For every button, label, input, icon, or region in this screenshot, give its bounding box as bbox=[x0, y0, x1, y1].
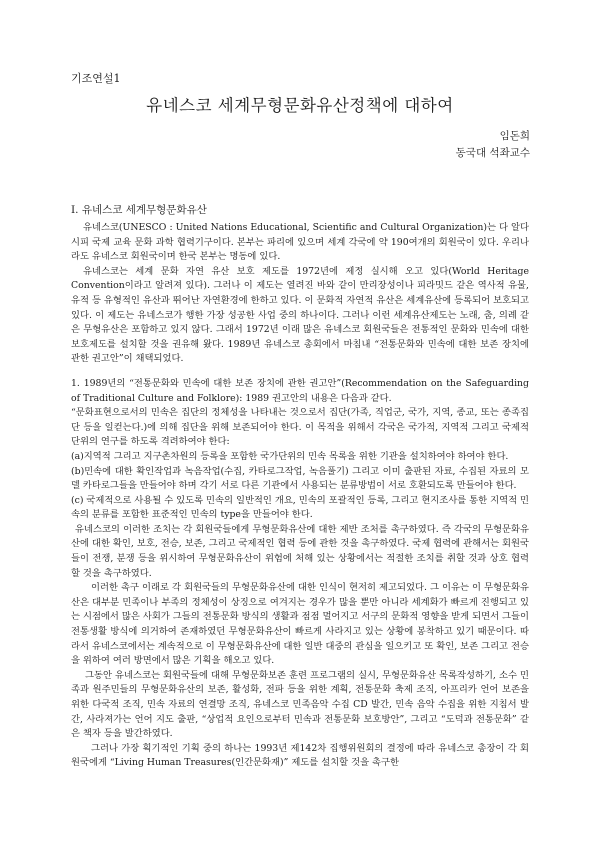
paragraph: 이러한 촉구 이래로 각 회원국들의 무형문화유산에 대한 인식이 현저히 제고되었다. 그 이유는 이 무형문화유산은 대부분 민족이나 부족의 정체성이 상징으로 여겨지는 경우가 많을 뿐만 아니라 세계화가 빠르게 진행되고 있는 시점에서 많은 사회가 그들의 전통문화 방식의 생활과 점점 멀어지고 서구의 문화적 영향을 받게 되면서 그들이 전통생활 방식에 의거하여 존재하였던 무형문화유산이 빠르게 사라지고 있는 상황에 봉착하고 있기 때문이다. 따라서 유네스코에서는 계속적으로 이 무형문화유산에 대한 일반 대중의 관심을 일으키고 또 확인, 보존 그리고 전승을 위하여 여러 방면에서 많은 기획을 해오고 있다. bbox=[71, 582, 529, 667]
body-text bbox=[71, 221, 529, 771]
paragraph: 유네스코는 세계 문화 자연 유산 보호 제도를 1972년에 제정 실시해 오고 있다(World Heritage Convention이라고 알려져 있다). 그러나 이 제도는 열려진 바와 같이 만리장성이나 피라밋드 같은 역사적 유물, 유적 등 유형적인 유산과 뛰어난 자연환경에 한하고 있다. 이 문화적 자연적 유산은 세계유산에 등록되어 보호되고 있다. 이 제도는 유네스코가 행한 가장 성공한 사업 중의 하나이다. 그러나 이런 세계유산제도는 노래, 춤, 의례 같은 무형유산은 포함하고 있지 않다. 그래서 1972년 이래 많은 유네스코 회원국들은 전통적인 문화와 민속에 대한 보호제도를 설치할 것을 권유해 왔다. 1989년 유네스코 총회에서 마침내 “전통문화와 민속에 대한 보존 장치에 관한 권고안”이 채택되었다. bbox=[71, 265, 529, 365]
paragraph: 1. 1989년의 “전통문화와 민속에 대한 보존 장치에 관한 권고안”(Recommendation on the Safeguarding of Traditional Culture and Folklore): 1989 권고안의 내용은 다음과 같다. bbox=[71, 377, 529, 404]
paragraph: 그동안 유네스코는 회원국들에 대해 무형문화보존 훈련 프로그램의 실시, 무형문화유산 목록작성하기, 소수 민족과 원주민들의 무형문화유산의 보존, 활성화, 전파 등을 위한 계획, 전통문화 축제 조직, 아프리카 언어 보존을 위한 다국적 조직, 민속 자료의 연결망 조직, 유네스코 민족음악 수집 CD 발간, 민속 음악 수집을 위한 지침서 발간, 사라져가는 언어 지도 출판, “상업적 요인으로부터 민속과 전통문화 보호방안”, 그리고 “도덕과 전통문화” 같은 책자 등을 발간하였다. bbox=[71, 669, 529, 740]
paragraph: 유네스코(UNESCO : United Nations Educational, Scientific and Cultural Organization)는 다 알다시피 국제 교육 문화 과학 협력기구이다. 본부는 파리에 있으며 세계 각국에 약 190여개의 회원국이 있다. 우리나라도 유네스코 회원국이며 한국 본부는 명동에 있다. bbox=[71, 222, 529, 263]
paragraph: 그러나 가장 획기적인 기획 중의 하나는 1993년 제142차 집행위원회의 결정에 따라 유네스코 총장이 각 회원국에게 “Living Human Treasures(인간문화재)” 제도를 설치할 것을 촉구한 bbox=[71, 742, 529, 769]
author-block bbox=[456, 128, 530, 162]
paragraph: 유네스코의 이러한 조치는 각 회원국들에게 무형문화유산에 대한 제반 조처를 촉구하였다. 즉 각국의 무형문화유산에 대한 확인, 보호, 전승, 보존, 그리고 국제적인 협력 등에 관한 것을 촉구하였다. 국제 협력에 관해서는 회원국들이 전쟁, 분쟁 등을 위시하여 무형문화유산이 위험에 처해 있는 상황에서는 적절한 조치를 취할 것과 상호 협력할 것을 촉구하였다. bbox=[71, 523, 529, 579]
paragraph: “문화표현으로서의 민속은 집단의 정체성을 나타내는 것으로서 집단(가족, 직업군, 국가, 지역, 종교, 또는 종족집단 등을 일컫는다.)에 의해 집단을 위해 보존되어야 한다. 이 목적을 위해서 각국은 국가적, 지역적 그리고 국제적 단위의 연구를 하도록 격려하여야 한다: bbox=[71, 407, 529, 448]
section-heading: I. 유네스코 세계무형문화유산 bbox=[71, 204, 207, 216]
session-label: 기조연설1 bbox=[71, 72, 121, 85]
author-name: 임돈희 bbox=[499, 130, 530, 142]
paragraph: (a)지역적 그리고 지구촌차원의 등록을 포함한 국가단위의 민속 목록을 위한 기관을 설치하여야 하여야 한다. bbox=[71, 450, 509, 462]
paragraph: (c) 국제적으로 사용될 수 있도록 민속의 일반적인 개요, 민속의 포괄적인 등록, 그리고 현지조사를 통한 지역적 민속의 분류를 포함한 표준적인 민속의 type을 만들어야 한다. bbox=[71, 494, 529, 521]
author-affiliation: 동국대 석좌교수 bbox=[455, 147, 530, 159]
document-title: 유네스코 세계무형문화유산정책에 대하여 bbox=[146, 96, 454, 115]
paragraph: (b)민속에 대한 확인작업과 녹음작업(수집, 카타로그작업, 녹음풀기) 그리고 이미 출판된 자료, 수집된 자료의 모델 카타로그들을 만들어야 하며 각기 서로 다른 기관에서 사용되는 분류방법이 서로 호환되도록 만들어야 한다. bbox=[71, 465, 529, 492]
